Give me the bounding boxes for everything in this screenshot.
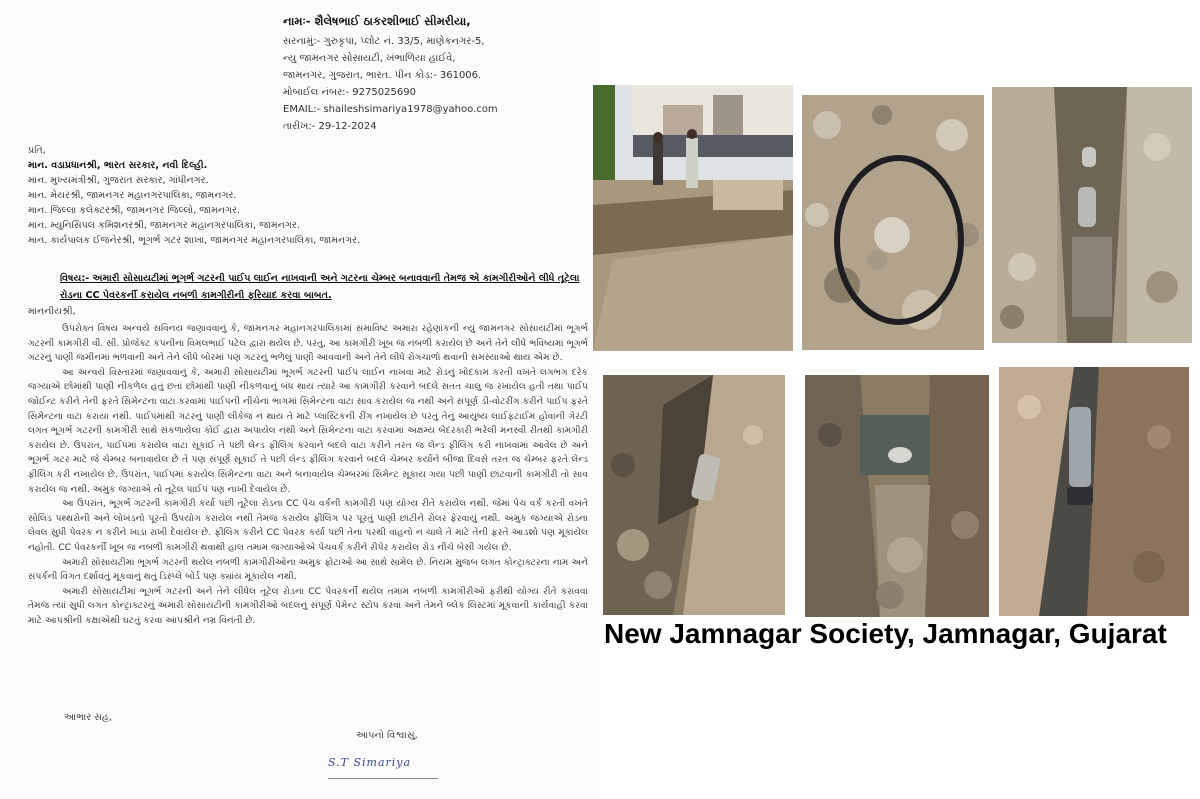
- sender-address-line: ન્યુ જામનગર સોસાયટી, ખંભાળિયા હાઈવે,: [283, 53, 456, 64]
- sender-address-line: જામનગર, ગુજરાત, ભારત. પીન કોડ:- 361006.: [283, 70, 482, 81]
- thanks-line: આભાર સહ,: [64, 712, 112, 723]
- body-paragraph: આ અન્વયે વિસ્તારમાં જણાવવાનું કે, અમારી સોસાયટીમાં ભૂગર્ભ ગટરની પાઈપ લાઈન નાખવા માટે રોડનું ખોદકામ કરતી વખતે લગભગ દરેક જગ્યાએ છોમાંથી પાણી નીકળેલ હતું છતાં છોમાંથી પાણી નીકળવાનું બંધ થાય ત્યારે આ કામગીરી કરવાને બદલે સતત ચાલુ જ રખાયેલ હતી તથા પાઈપ જોઈન્ટ કરીને તેની ફરતે સિમેન્ટના વાટા કરવામાં પાઈપની નીચેના ભાગમાં સિમેન્ટના વાટા સાવ કરાયેલ જ નથી અને સંપૂર્ણ ડી-વોટરીંગ કરીને પાઈપ ફરતે સિમેન્ટના વાટા કરાયા નથી. પાઈપમાંથી ગટરનું પાણી લીકેજ ન થાય તે માટે પ્લાસ્ટિકની રીંગ નખાયેલ છે પરંતુ તેનું આયુષ્ય લાઈફટાઈમ હોવાની ગેરંટી લગત ભૂગર્ભ ગટરની કામગીરી સાથે સંકળાયેલા કોઈ દ્વારા અપાયેલ નથી અને સિમેન્ટના વાટા કરવામાં અક્ષમ્ય બેદરકારી ભરેલી મનસ્વી રીતથી કામગીરી કરાયેલ છે. ઉપરાંત, પાઈપમાં કરાયેલ વાટા સૂકાઈ તે પછી લેન્ડ ફીલિંગ કરવાને બદલે વાટા કરીને તરત જ લેન્ડ ફીલિંગ કરી નાખવામાં આવેલ છે અને ભૂગર્ભ ગટર માટે જે ચેમ્બર બનાવાયેલ છે તે પણ સંપૂર્ણ સૂકાઈ તે પછી લેન્ડ ફીલિંગ કરવાને બદલે ચેમ્બર કર્યાને બીજા દિવસે તરત જ ચેમ્બર ફરતે લેન્ડ ફીલિંગ કરી નખાયેલ છે. ઉપરાંત, પાઈપમાં કરાયેલ સિમેન્ટના વાટા અને બનાવાયેલ ચેમ્બરમાં સિમેન્ટ સૂકાય ગયા પછી પાણી છાંટવાની કામગીરી તો સાવ કરાયેલ જ નથી. અમુક જગ્યાએ તો તૂટેલ પાઈપ પણ નાખી દેવાયેલ છે.: [28, 366, 588, 495]
- signature: S.T Simariya: [328, 756, 438, 779]
- photo-trench-broken-pipe: [603, 375, 785, 615]
- photo-trench-water-2: [999, 367, 1189, 616]
- recipients-block: [28, 143, 588, 248]
- body-paragraph: અમારી સોસાયટીમાં ભૂગર્ભ ગટરની અને તેને લીધેલ તૂટેલ રોડના CC પેવરકર્ની થયેલ તમામ નબળી કામગીરીઓ ફરીથી યોગ્ય રીતે કરાવવા તેમજ ત્યાં સુધી લગત કોન્ટ્રાક્ટરનું અમારી સોસાયટીની કામગીરીઓ બદલનું સંપૂર્ણ પેમેન્ટ સ્ટોપ કરવા અને તેમને બ્લેક લિસ્ટમાં મૂકવાની કાર્યવાહી કરવા માટે આપશ્રીની કક્ષાએથી ઘટતું કરવા આપશ્રીને નમ્ર વિનંતી છે.: [28, 585, 588, 626]
- letter-body: [28, 322, 588, 628]
- recipient-line: માન. મુખ્યમંત્રીશ્રી, ગુજરાત સરકાર, ગાંધીનગર.: [28, 175, 209, 186]
- sender-mobile: મોબાઈલ નંબર:- 9275025690: [283, 87, 416, 98]
- salutation: માનનીયશ્રી,: [28, 306, 76, 317]
- sender-block: [283, 14, 593, 135]
- recipient-line: માન. વડાપ્રધાનશ્રી, ભારત સરકાર, નવી દિલ્હી.: [28, 160, 208, 171]
- letter-date: તારીખ:- 29-12-2024: [283, 121, 377, 132]
- recipient-line: માન. કાર્યપાલક ઈજનેરશ્રી, ભૂગર્ભ ગટર શાખા, જામનગર મહાનગરપાલિકા, જામનગર.: [28, 235, 361, 246]
- letter-subject: વિષય:- અમારી સોસાયટીમાં ભૂગર્ભ ગટરની પાઈપ લાઈન નાખવાની અને ગટરના ચેમ્બર બનાવવાની તેમજ એ કામગીરીઓને લીધે તૂટેલા રોડના CC પેવરકર્ની કરાયેલ નબળી કામગીરીની ફરિયાદ કરવા બાબત.: [60, 273, 580, 301]
- recipient-line: માન. મેયરશ્રી, જામનગર મહાનગરપાલિકા, જામનગર.: [28, 190, 237, 201]
- to-label: પ્રતિ,: [28, 145, 46, 156]
- body-paragraph: ઉપરોક્ત વિષય અન્વયે સવિનય જણાવવાનું કે, જામનગર મહાનગરપાલિકામાં સમાવિષ્ટ અમારા રહેણાંકની ન્યુ જામનગર સોસાયટીમાં ભૂગર્ભ ગટરની કામગીરી વી. સી. પ્રોજેક્ટ કંપનીના વિમલભાઈ પટેલ દ્વારા થયેલ છે. પરંતુ, આ કામગીરી ખૂબ જ નબળી કરાયેલ છે અને તેને લીધે ભવિષ્યમાં ભૂગર્ભ ગટરનું પાણી જમીનમાં ભળવાની અને તેને લીધે બોરમાં પણ ગટરનું ભળેલું પાણી આવવાની અને તેને લીધે રોગચાળો થવાની સમસ્યાઓ થાય એમ છે.: [28, 323, 588, 364]
- recipient-line: માન. જિલ્લા કલેક્ટરશ્રી, જામનગર જિલ્લો, જામનગર.: [28, 205, 241, 216]
- sender-name: નામઃ- શૈલેષભાઈ ઠાકરશીભાઈ સીમરીયા,: [283, 14, 471, 28]
- photo-deep-trench: [805, 375, 989, 617]
- photo-caption: New Jamnagar Society, Jamnagar, Gujarat: [604, 618, 1167, 649]
- sender-email: EMAIL:- shaileshsimariya1978@yahoo.com: [283, 104, 498, 115]
- photo-collage: [600, 0, 1200, 799]
- photo-street-excavation: [593, 85, 793, 351]
- body-paragraph: આ ઉપરાંત, ભૂગર્ભ ગટરની કામગીરી કર્યા પછી તૂટેલા રોડના CC પેચ વર્કની કામગીરી પણ યોગ્ય રીતે કરાયેલ નથી. જેમાં પેચ વર્ક કરતી વખતે સોલિડ પથ્થરોની અને લોખંડનો પૂરતો ઉપયોગ કરાયેલ નથી તેમજ કરાયેલ ફીલિંગ પર પૂરતું પાણી છાંટીને રોલર ફેરવાયું નથી. અમુક જગ્યાએ રોડના લેવલ સુધી પેવરક ન કરીને ખાડા રાખી દેવાયેલ છે. ફીલિંગ કરીને CC પેવરક કર્યા પછી તેના પરથી વાહનો ન ચાલે તે માટે તેની ફરતે આડશો પણ મૂકાયેલ નહોતી. CC પેવરકર્ની ખૂબ જ નબળી કામગીરી થવાથી હાલ તમામ જગ્યાઓએ પેચવર્ક કરીને રીપેર કરાયેલ રોડ નીચે બેસી ગયેલ છે.: [28, 498, 588, 553]
- closing-line: આપનો વિશ્વાસુ,: [356, 730, 418, 741]
- sender-address-line: સરનામું:- ગુરુકૃપા, પ્લોટ નં. 33/5, માણેકનગર-5,: [283, 36, 485, 47]
- photo-rubble-pipe-ring: [802, 95, 984, 350]
- body-paragraph: અમારી સોસાયટીમાં ભૂગર્ભ ગટરની થયેલ નબળી કામગીરીઓના અમુક ફોટાઓ આ સાથે સામેલ છે. નિયમ મુજબ લગત કોન્ટ્રાક્ટરના નામ અને સંપર્કની વિગત દર્શાવતું મૂકવાનું થતું ડિસ્પ્લે બોર્ડ પણ ક્યાંય મૂકાયેલ નથી.: [28, 556, 588, 583]
- recipient-line: માન. મ્યુનિસિપલ કમિશનરશ્રી, જામનગર મહાનગરપાલિકા, જામનગર.: [28, 220, 300, 231]
- photo-trench-water-1: [992, 87, 1192, 343]
